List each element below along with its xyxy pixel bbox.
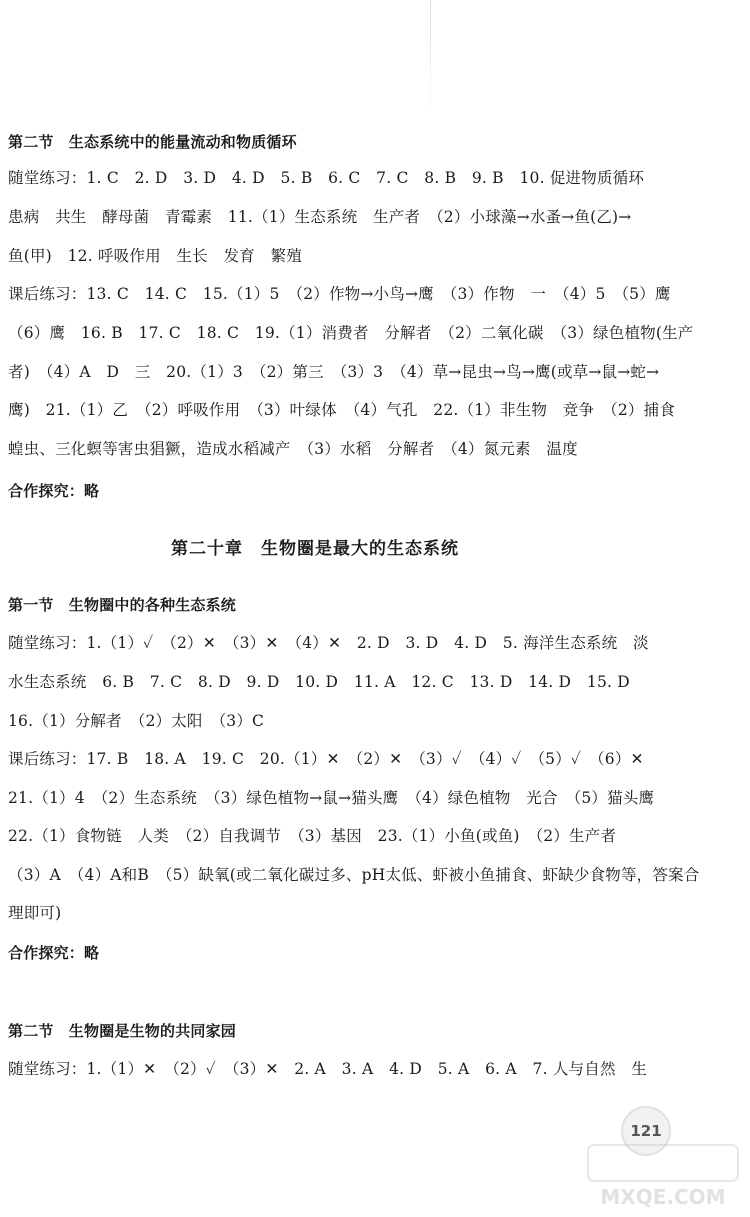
- cooperative-inquiry: 合作探究：略: [8, 482, 100, 500]
- section-heading: 第一节 生物圈中的各种生态系统: [8, 596, 237, 614]
- answer-line: 水生态系统 6. B 7. C 8. D 9. D 10. D 11. A 12. C 13. D 14. D 15. D: [8, 673, 630, 691]
- answer-line: 蝗虫、三化螟等害虫猖獗，造成水稻减产 （3）水稻 分解者 （4）氮元素 温度: [8, 440, 578, 458]
- answer-line: 随堂练习：1. C 2. D 3. D 4. D 5. B 6. C 7. C 8. B 9. B 10. 促进物质循环: [8, 169, 645, 187]
- answer-line: 鹰) 21.（1）乙 （2）呼吸作用 （3）叶绿体 （4）气孔 22.（1）非生物 竞争 （2）捕食: [8, 401, 676, 419]
- answer-line: 理即可): [8, 904, 62, 922]
- page-fold-shadow: [430, 0, 431, 120]
- cooperative-inquiry: 合作探究：略: [8, 944, 100, 962]
- answer-line: 21.（1）4 （2）生态系统 （3）绿色植物→鼠→猫头鹰 （4）绿色植物 光合 （5）猫头鹰: [8, 789, 655, 807]
- section-heading: 第二节 生物圈是生物的共同家园: [8, 1022, 237, 1040]
- answer-line: （6）鹰 16. B 17. C 18. C 19.（1）消费者 分解者 （2）二氧化碳 （3）绿色植物(生产: [8, 324, 694, 342]
- answer-line: 16.（1）分解者 （2）太阳 （3）C: [8, 712, 265, 730]
- chapter-title: 第二十章 生物圈是最大的生态系统: [171, 539, 459, 559]
- answer-line: 课后练习：13. C 14. C 15.（1）5 （2）作物→小鸟→鹰 （3）作物 一 （4）5 （5）鹰: [8, 285, 671, 303]
- answer-line: 鱼(甲) 12. 呼吸作用 生长 发育 繁殖: [8, 247, 303, 265]
- answer-line: （3）A （4）A和B （5）缺氧(或二氧化碳过多、pH太低、虾被小鱼捕食、虾缺少食物等，答案合: [8, 866, 700, 884]
- watermark-text: MXQE.COM: [600, 1185, 726, 1209]
- answer-line: 随堂练习：1.（1）✓ （2）✕ （3）✕ （4）✕ 2. D 3. D 4. D 5. 海洋生态系统 淡: [8, 634, 649, 652]
- page-number: 121: [630, 1122, 662, 1140]
- answer-line: 22.（1）食物链 人类 （2）自我调节 （3）基因 23.（1）小鱼(或鱼) （2）生产者: [8, 827, 617, 845]
- answer-line: 随堂练习：1.（1）✕ （2）✓ （3）✕ 2. A 3. A 4. D 5. A 6. A 7. 人与自然 生: [8, 1060, 648, 1078]
- watermark-logo-icon: [583, 1140, 743, 1210]
- section-heading: 第二节 生态系统中的能量流动和物质循环: [8, 133, 297, 151]
- answer-line: 课后练习：17. B 18. A 19. C 20.（1）✕ （2）✕ （3）✓ （4）✓ （5）✓ （6）✕: [8, 750, 644, 768]
- answer-line: 者) （4）A D 三 20.（1）3 （2）第三 （3）3 （4）草→昆虫→鸟→鹰(或草→鼠→蛇→: [8, 363, 660, 381]
- answer-line: 患病 共生 酵母菌 青霉素 11.（1）生态系统 生产者 （2）小球藻→水蚤→鱼(乙)→: [8, 208, 632, 226]
